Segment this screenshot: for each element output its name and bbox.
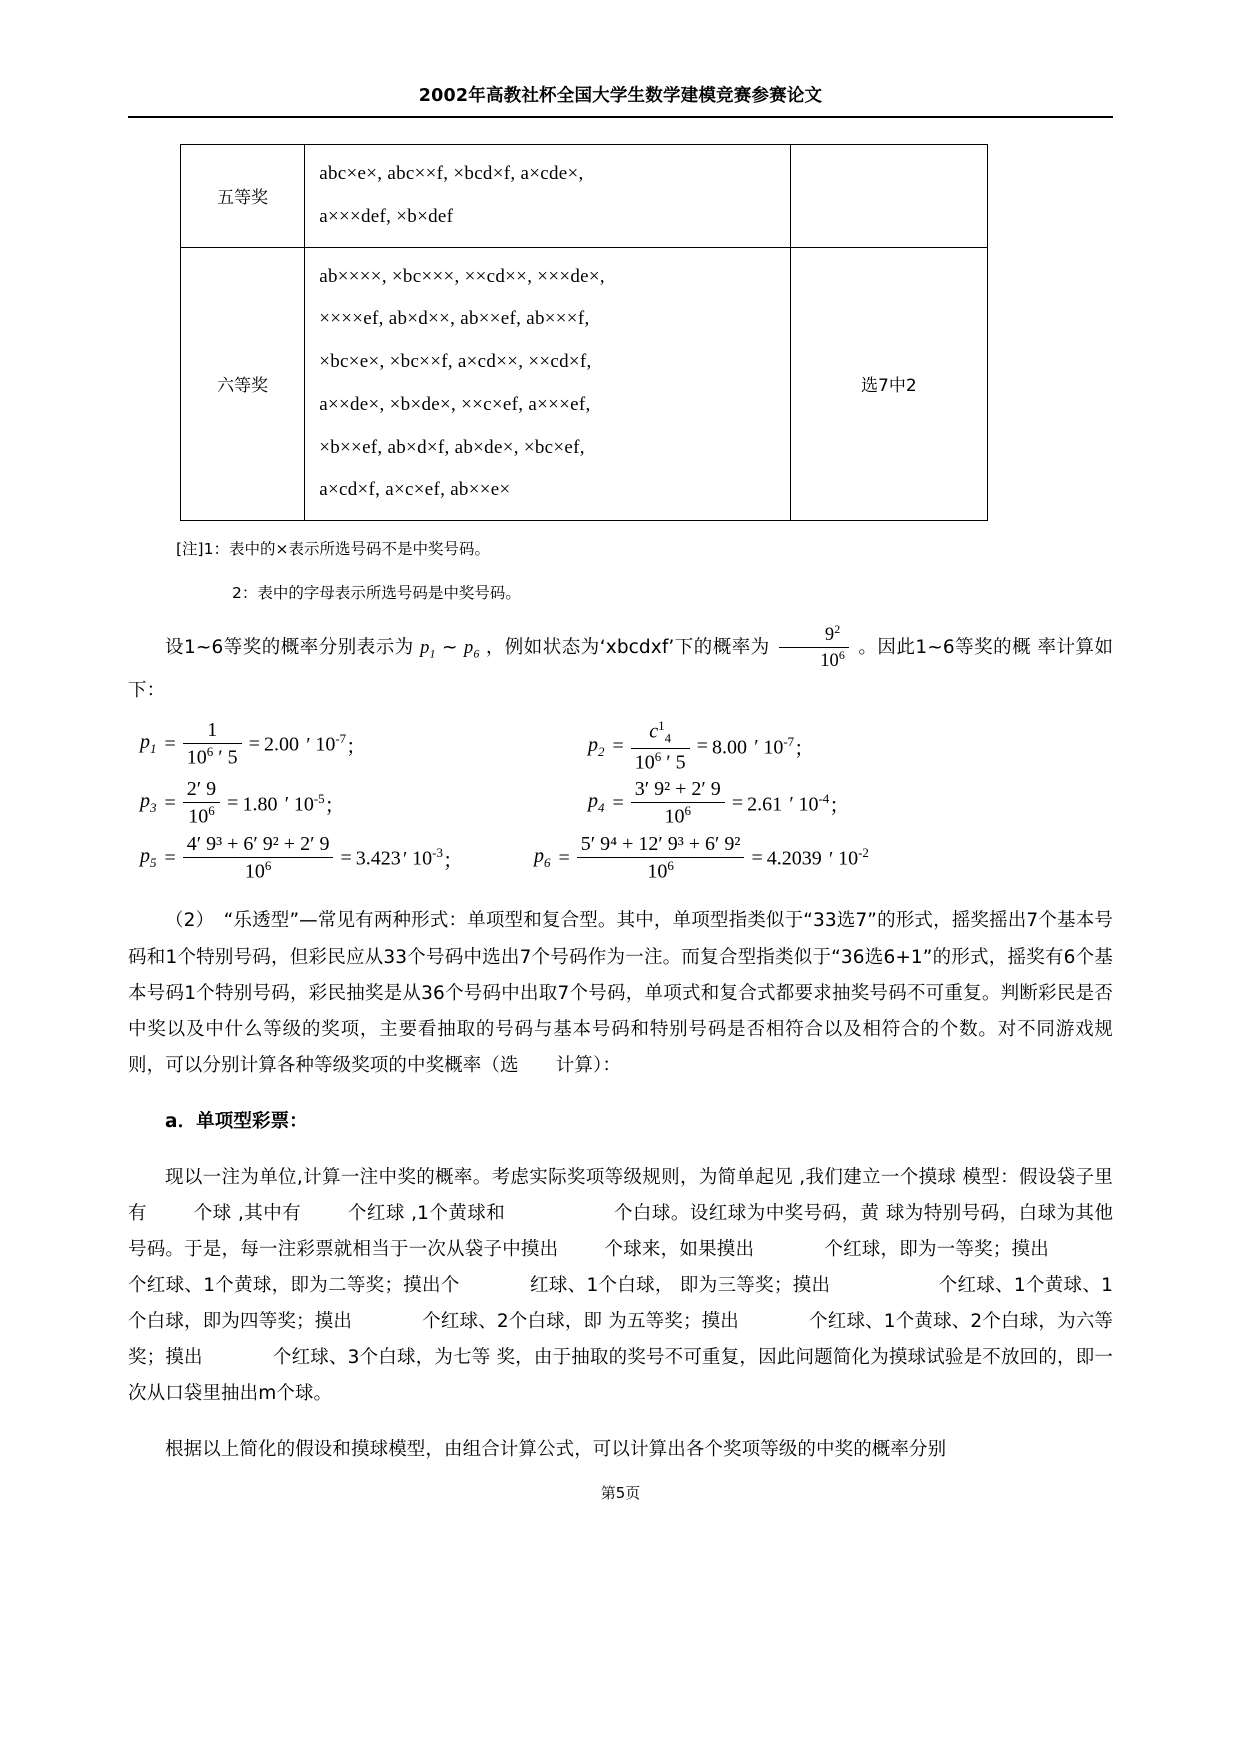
formula-row — [128, 833, 1113, 884]
combinations-cell — [305, 145, 790, 248]
formula-result: 4.2039 ′ $10^{-2}$ — [766, 845, 869, 870]
fraction-denominator: $10^6$ — [647, 857, 674, 883]
equals-sign: = — [696, 735, 708, 758]
page-footer: 第5页 — [600, 1484, 641, 1502]
fraction-denominator: $10^6$ — [188, 803, 215, 828]
formula-p2 — [570, 719, 1088, 774]
lottery-types-paragraph: （2） “乐透型”—常见有两种形式：单项型和复合型。其中，单项型指类似于“33选7”的形式，摇奖摇出7个基本号码和1个特别号码，但彩民应从33个号码中选出7个号码作为一注。而复合型指类似于“36选6+1”的形式，摇奖有6个基本号码1个特别号码，彩民抽奖是从36个号码中出取7个号码，单项式和复合式都要求抽奖号码不可重复。判断彩民是否中奖以及中什么等级的奖项，主要看抽取的号码与基本号码和特别号码是否相符合以及相符合的个数。对不同游戏规则，可以分别计算各种等级奖项的中奖概率（选 计算）： — [128, 910, 1113, 1076]
fraction-denominator: $10^6$ — [244, 857, 272, 883]
fraction-numerator: 1 — [183, 719, 242, 744]
page-content — [128, 0, 1113, 1468]
text-seg: 个红球、3个白球，为七等 — [272, 1347, 491, 1369]
equals-sign: = — [751, 846, 763, 869]
fraction-denominator: $10^6$ — [820, 648, 845, 672]
equals-sign: = — [227, 791, 239, 814]
rule-cell — [790, 145, 987, 248]
grade-cell: 五等奖 — [181, 145, 305, 248]
text-seg: 个球 ,其中有 — [193, 1202, 302, 1224]
combination-line: a××de×, ×b×de×, ××c×ef, a×××ef, — [319, 393, 591, 415]
combination-line: a×××def, ×b×def — [319, 205, 454, 227]
formula-fraction — [183, 833, 334, 884]
combination-line: abc×e×, abc××f, ×bcd×f, a×cde×, — [319, 163, 584, 184]
formula-fraction — [631, 719, 690, 774]
formula-tail: ； — [346, 735, 367, 758]
formula-p5 — [128, 833, 530, 884]
formula-result: 1.80 ′ $10^{-5}$ — [242, 790, 325, 816]
formula-tail: ； — [442, 849, 463, 872]
equals-sign: = — [558, 846, 570, 869]
award-combinations-table — [180, 144, 988, 521]
intro-text-part2: ，例如状态为‘xbcdxf’下的概率为 — [485, 636, 770, 658]
symbol-p1: $p_1$ — [420, 637, 436, 661]
text-seg: 奖，由于抽取的奖号不可重复，因此问题简化为摸球试验是不放回的，即一次从口袋里抽出m个球。 — [128, 1347, 1114, 1405]
formula-result: 2.61 ′ $10^{-4}$ — [747, 790, 830, 816]
formula-lhs: $p_5$ — [140, 845, 157, 871]
fraction-numerator: 5′ 9⁴ + 12′ 9³ + 6′ 9² — [577, 833, 745, 858]
rule-cell: 选7中2 — [790, 247, 987, 521]
running-header: 2002年高教社杯全国大学生数学建模竞赛参赛论文 — [418, 86, 823, 106]
intro-text-part1: 设1~6等奖的概率分别表示为 — [165, 636, 414, 658]
fraction-numerator: 3′ 9² + 2′ 9 — [631, 778, 725, 803]
fraction-numerator: 2′ 9 — [183, 778, 220, 803]
formula-fraction — [183, 719, 242, 770]
ball-model-paragraph — [128, 1160, 1113, 1412]
table-row — [181, 247, 988, 521]
equals-sign: = — [340, 846, 352, 869]
text-seg: 个红球、1个黄球、2个白球，为六等奖；摸出 — [128, 1311, 1114, 1369]
text-seg: 个红球、2个白球，即 — [422, 1311, 603, 1333]
grade-cell: 六等奖 — [181, 247, 305, 521]
formula-fraction — [631, 778, 725, 829]
header-rule — [128, 116, 1113, 118]
equals-sign: = — [164, 846, 176, 869]
text-seg: 现以一注为单位,计算一注中奖的概率。考虑实际奖项等级规则，为简单起见 ,我们建立一个摸球 — [165, 1166, 957, 1188]
equals-sign: = — [731, 791, 744, 814]
equals-sign: = — [248, 732, 260, 755]
probability-intro-paragraph — [128, 623, 1113, 709]
text-seg: 个红球、1个黄球，即为二等奖；摸出个 — [128, 1275, 460, 1297]
intro-text-part4: 率计算如下： — [128, 636, 1114, 701]
text-seg: 即为三等奖；摸出 — [679, 1275, 831, 1297]
probability-formulas — [128, 719, 1113, 884]
formula-lhs: $p_6$ — [534, 845, 551, 871]
formula-lhs: $p_2$ — [588, 733, 605, 759]
fraction-denominator: $10^6$ ′ 5 — [634, 748, 686, 774]
section-heading-a: a．单项型彩票： — [165, 1110, 308, 1132]
formula-fraction — [577, 833, 745, 884]
text-seg: 个球来，如果摸出 — [604, 1238, 755, 1260]
note-item: [注]1：表中的×表示所选号码不是中奖号码。 — [176, 540, 490, 558]
text-seg: 个红球 ,1个黄球和 — [347, 1202, 506, 1224]
fraction-denominator: $10^6$ ′ 5 — [186, 743, 238, 769]
equals-sign: = — [164, 732, 176, 755]
formula-lhs: $p_4$ — [588, 790, 605, 816]
symbol-p6: $p_6$ — [463, 637, 480, 661]
text-seg: 模型：假设袋子里有 — [128, 1166, 1114, 1224]
fraction-denominator: $10^6$ — [664, 803, 692, 828]
formula-tail: ； — [324, 794, 345, 817]
formula-lhs: $p_1$ — [140, 731, 157, 757]
table-row — [181, 145, 988, 248]
combination-line: ×b××ef, ab×d×f, ab×de×, ×bc×ef, — [319, 436, 585, 458]
fraction-numerator: 4′ 9³ + 6′ 9² + 2′ 9 — [183, 833, 334, 858]
formula-p3 — [128, 778, 570, 829]
combinations-cell — [305, 247, 790, 521]
equals-sign: = — [612, 735, 624, 758]
formula-tail: ； — [794, 738, 815, 761]
combination-line: ×bc×e×, ×bc××f, a×cd××, ××cd×f, — [319, 351, 592, 372]
formula-fraction — [183, 778, 220, 829]
text-seg: 个白球。设红球为中奖号码，黄 — [613, 1202, 880, 1224]
tilde-symbol: ~ — [441, 636, 458, 658]
formula-p1 — [128, 719, 570, 770]
fraction-numerator: $9^2$ — [779, 623, 849, 648]
fraction-numerator: $c^1_4$ — [631, 719, 690, 749]
text-seg: 为五等奖；摸出 — [608, 1311, 739, 1333]
formula-lhs: $p_3$ — [140, 790, 157, 816]
formula-p6 — [530, 833, 1074, 884]
text-seg: 个红球、1个黄球、1个白球，即为四等奖；摸出 — [128, 1275, 1114, 1333]
formula-result: 3.423′ $10^{-3}$ — [355, 845, 443, 870]
text-seg: 红球、1个白球， — [530, 1275, 674, 1297]
note-item: 2：表中的字母表示所选号码是中奖号码。 — [232, 584, 521, 602]
formula-row — [128, 719, 1113, 774]
inline-fraction — [779, 623, 849, 673]
formula-p4 — [570, 778, 1088, 829]
text-seg: 球为特别号码，白球为其他号码。于是，每一注彩票就相当于一次从袋子中摸出 — [128, 1202, 1114, 1260]
combination-line: a×cd×f, a×c×ef, ab××e× — [319, 479, 511, 501]
equals-sign: = — [612, 791, 624, 814]
text-seg: 个红球，即为一等奖；摸出 — [824, 1238, 1049, 1260]
combination-line: ab××××, ×bc×××, ××cd××, ×××de×, — [319, 265, 605, 287]
formula-row — [128, 778, 1113, 829]
formula-result: 8.00 ′ $10^{-7}$ — [711, 733, 795, 759]
formula-result: 2.00 ′ $10^{-7}$ — [263, 731, 347, 757]
conclusion-paragraph: 根据以上简化的假设和摸球模型，由组合计算公式，可以计算出各个奖项等级的中奖的概率分别 — [165, 1439, 947, 1461]
equals-sign: = — [164, 791, 176, 814]
formula-tail: ； — [829, 794, 850, 817]
table-notes — [176, 537, 1113, 603]
combination-line: ××××ef, ab×d××, ab××ef, ab×××f, — [319, 308, 590, 330]
intro-text-part3: 。因此1~6等奖的概 — [858, 636, 1032, 658]
